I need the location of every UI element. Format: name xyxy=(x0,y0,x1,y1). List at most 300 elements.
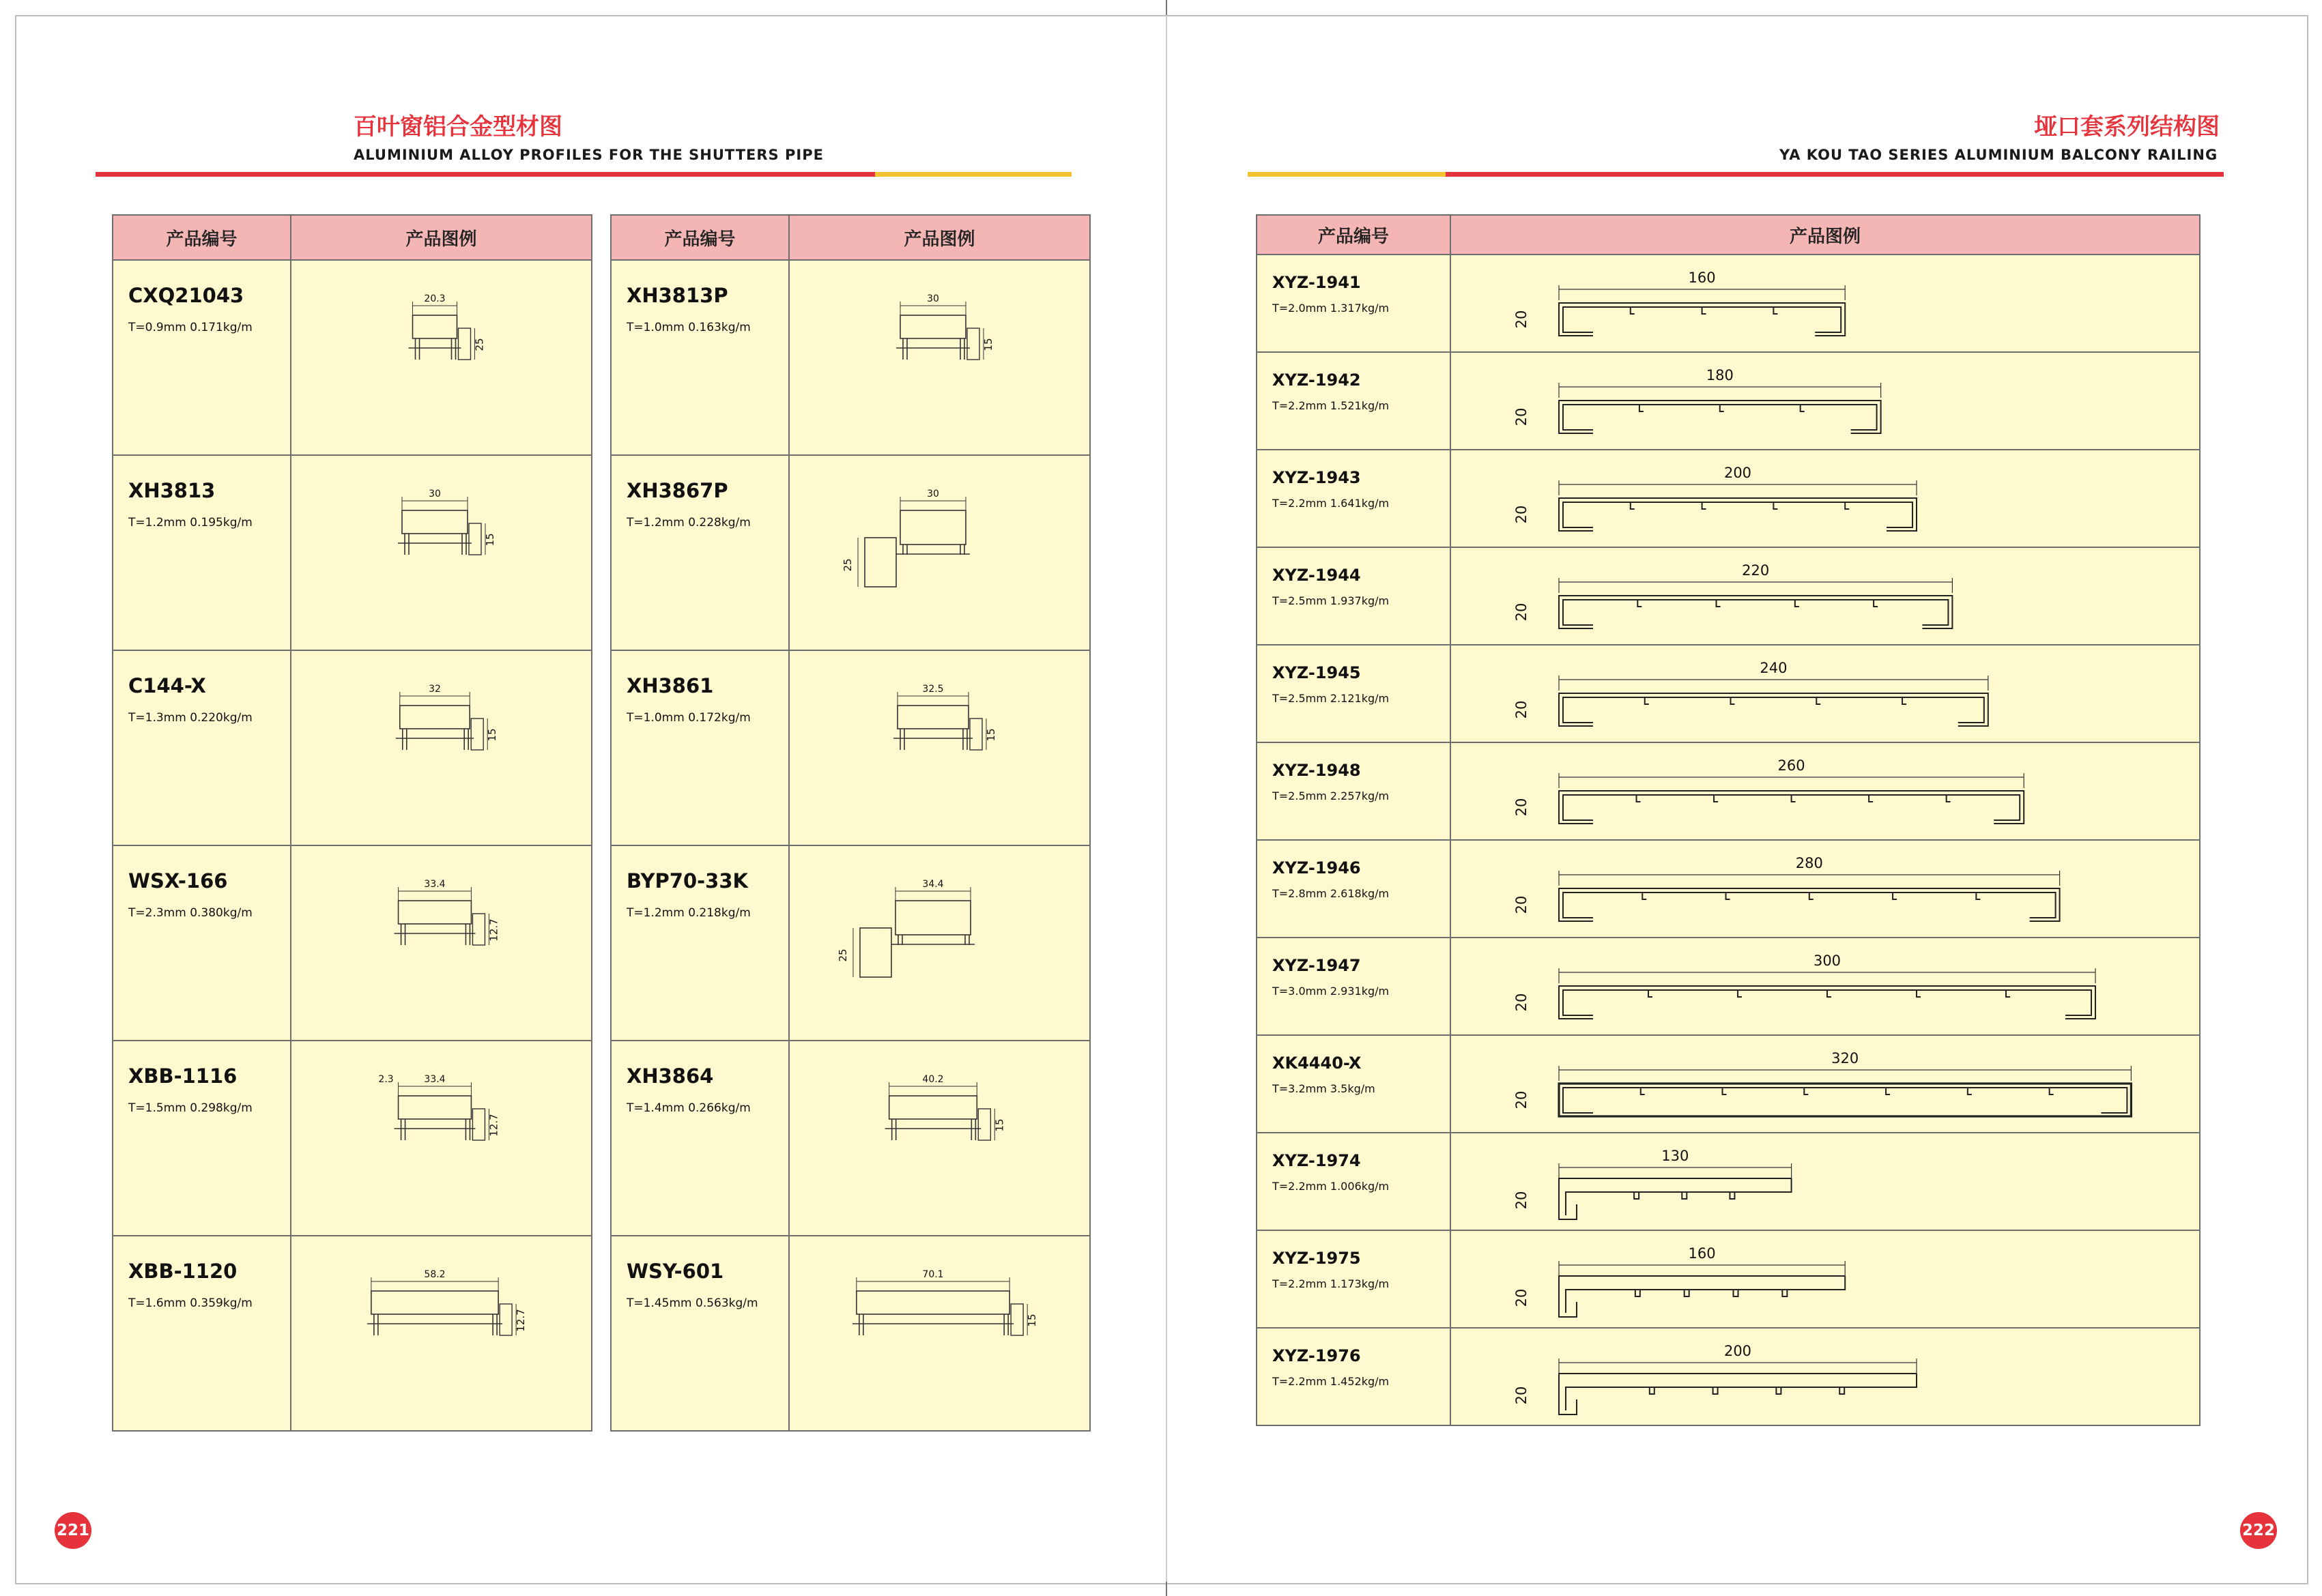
dimension-width-label: 220 xyxy=(1742,562,1770,579)
table-row xyxy=(1257,645,2200,742)
dimension-height-label: 12.7 xyxy=(487,1114,500,1137)
dimension-height-label: 20 xyxy=(1513,505,1530,524)
product-drawing-cell xyxy=(1450,1035,2200,1133)
right-title-cn: 垭口套系列结构图 xyxy=(2034,113,2220,141)
cap-outline xyxy=(1559,1276,1845,1317)
channel-hook xyxy=(1723,1088,1727,1094)
dimension-width xyxy=(1559,1066,2131,1081)
channel-drawing xyxy=(1451,1036,2198,1131)
product-spec: T=0.9mm 0.171kg/m xyxy=(128,321,253,334)
dimension-width xyxy=(1559,1261,1845,1276)
product-code-cell xyxy=(113,1041,291,1236)
channel-hook xyxy=(1631,502,1635,509)
channel-hook xyxy=(1738,990,1742,997)
product-drawing-cell xyxy=(291,845,592,1041)
table-row xyxy=(1257,1328,2200,1425)
product-code: XH3813P xyxy=(627,284,728,307)
channel-hook xyxy=(1702,307,1706,314)
dimension-height-label: 12.7 xyxy=(515,1309,528,1332)
left-profile-table-1 xyxy=(112,214,592,1432)
dimension-width-label: 34.4 xyxy=(922,879,944,890)
channel-hook xyxy=(1869,795,1873,802)
col-header-drawing: 产品图例 xyxy=(1450,215,2200,255)
product-drawing-cell xyxy=(1450,1133,2200,1230)
product-code: XK4440-X xyxy=(1272,1054,1362,1073)
channel-hook xyxy=(1702,502,1706,509)
channel-drawing xyxy=(1451,841,2198,935)
product-spec: T=1.0mm 0.163kg/m xyxy=(627,321,751,334)
dimension-width xyxy=(1559,1163,1792,1178)
channel-hook xyxy=(1917,990,1921,997)
dimension-width xyxy=(1559,1359,1917,1374)
channel-drawing xyxy=(1451,548,2198,643)
product-code: XH3813 xyxy=(128,479,216,502)
left-profile-table-2 xyxy=(610,214,1091,1432)
product-drawing-cell xyxy=(1450,840,2200,938)
channel-drawing xyxy=(1451,353,2198,448)
col-header-code: 产品编号 xyxy=(113,215,291,260)
profile-section xyxy=(395,901,476,945)
product-code: WSY-601 xyxy=(627,1260,724,1283)
channel-profile xyxy=(1559,888,2060,921)
table-row xyxy=(113,1236,592,1431)
profile-drawing xyxy=(291,456,590,648)
product-code-cell xyxy=(113,260,291,455)
right-profile-table xyxy=(1256,214,2201,1426)
profile-section xyxy=(396,706,474,750)
cap-clip xyxy=(1713,1387,1718,1394)
product-code: XYZ-1946 xyxy=(1272,858,1361,877)
product-code-cell xyxy=(1257,1328,1450,1425)
profile-clip xyxy=(471,719,483,750)
product-code-cell xyxy=(113,455,291,650)
channel-outline xyxy=(1559,498,1917,531)
channel-inner xyxy=(1563,502,1912,527)
profile-section xyxy=(409,315,461,360)
profile-section xyxy=(865,510,970,587)
profile-outline xyxy=(399,901,472,924)
left-title-en: ALUMINIUM ALLOY PROFILES FOR THE SHUTTERS PIPE xyxy=(354,147,824,163)
table-row xyxy=(1257,938,2200,1035)
profile-clip xyxy=(469,523,481,555)
channel-hook xyxy=(1902,697,1906,704)
profile-side-chamber xyxy=(865,538,896,587)
dimension-height-label: 20 xyxy=(1513,407,1530,426)
channel-hook xyxy=(1717,600,1721,607)
dimension-height-label: 15 xyxy=(486,728,499,742)
crop-mark-bottom xyxy=(1166,1582,1167,1596)
product-spec: T=2.2mm 1.006kg/m xyxy=(1272,1180,1390,1193)
profile-drawing xyxy=(790,1041,1088,1234)
dimension-extra-label: 2.3 xyxy=(378,1074,394,1085)
table-row xyxy=(1257,450,2200,547)
dimension-width-label: 30 xyxy=(429,489,441,499)
product-code: XYZ-1944 xyxy=(1272,566,1361,585)
dimension-width-label: 320 xyxy=(1831,1050,1859,1067)
product-spec: T=2.0mm 1.317kg/m xyxy=(1272,302,1390,315)
product-code-cell xyxy=(1257,1035,1450,1133)
dimension-width xyxy=(1559,676,1988,691)
product-code-cell xyxy=(1257,840,1450,938)
profile-drawing xyxy=(790,456,1088,648)
product-spec: T=1.45mm 0.563kg/m xyxy=(627,1296,758,1310)
channel-drawing xyxy=(1451,255,2198,350)
product-code: XH3861 xyxy=(627,674,714,697)
channel-inner xyxy=(1563,1088,2127,1113)
product-code-cell xyxy=(611,845,789,1041)
product-code-cell xyxy=(1257,547,1450,645)
table-row xyxy=(1257,1035,2200,1133)
channel-hook xyxy=(1731,697,1735,704)
channel-hook xyxy=(1804,1088,1808,1094)
product-spec: T=1.4mm 0.266kg/m xyxy=(627,1101,751,1115)
dimension-height-label: 25 xyxy=(842,558,854,572)
table-row xyxy=(1257,1133,2200,1230)
channel-drawing xyxy=(1451,743,2198,838)
channel-profile xyxy=(1559,791,2024,824)
channel-profile xyxy=(1559,986,2095,1019)
dimension-height-label: 20 xyxy=(1513,603,1530,622)
product-code-cell xyxy=(1257,742,1450,840)
cap-clip xyxy=(1839,1387,1844,1394)
cap-inner xyxy=(1566,1276,1845,1313)
col-header-code: 产品编号 xyxy=(611,215,789,260)
product-code: XH3864 xyxy=(627,1064,714,1088)
product-drawing-cell xyxy=(291,650,592,845)
product-code: XYZ-1975 xyxy=(1272,1249,1361,1268)
profile-section xyxy=(893,706,973,750)
profile-clip xyxy=(472,1109,485,1140)
product-code: WSX-166 xyxy=(128,869,228,893)
dimension-width-label: 30 xyxy=(927,293,939,304)
product-code-cell xyxy=(611,1236,789,1431)
dimension-width-label: 70.1 xyxy=(922,1269,944,1280)
channel-hook xyxy=(1631,307,1635,314)
profile-outline xyxy=(400,706,470,729)
product-drawing-cell xyxy=(291,1236,592,1431)
product-drawing-cell xyxy=(789,1236,1090,1431)
product-spec: T=2.2mm 1.452kg/m xyxy=(1272,1375,1390,1388)
product-spec: T=1.3mm 0.220kg/m xyxy=(128,711,253,725)
product-drawing-cell xyxy=(789,1041,1090,1236)
product-spec: T=3.2mm 3.5kg/m xyxy=(1272,1082,1375,1095)
product-code-cell xyxy=(113,650,291,845)
product-drawing-cell xyxy=(1450,547,2200,645)
col-header-code: 产品编号 xyxy=(1257,215,1450,255)
product-code-cell xyxy=(1257,352,1450,450)
dimension-width xyxy=(1559,578,1952,593)
profile-outline xyxy=(413,315,457,338)
cap-clip xyxy=(1685,1290,1689,1296)
profile-clip xyxy=(970,719,982,750)
table-row xyxy=(611,455,1090,650)
channel-hook xyxy=(1801,405,1805,411)
product-code: XYZ-1976 xyxy=(1272,1346,1361,1365)
product-spec: T=2.5mm 1.937kg/m xyxy=(1272,594,1390,607)
product-drawing-cell xyxy=(1450,938,2200,1035)
channel-profile xyxy=(1559,303,1845,336)
dimension-width-label: 160 xyxy=(1688,270,1716,286)
channel-drawing xyxy=(1451,938,2198,1033)
channel-outline xyxy=(1559,596,1952,628)
channel-hook xyxy=(1792,795,1796,802)
channel-hook xyxy=(1886,1088,1890,1094)
product-spec: T=2.2mm 1.521kg/m xyxy=(1272,399,1390,412)
channel-hook xyxy=(1726,893,1730,899)
dimension-width-label: 32 xyxy=(429,684,441,695)
table-row xyxy=(113,260,592,455)
product-code: BYP70-33K xyxy=(627,869,748,893)
dimension-width-label: 180 xyxy=(1706,367,1734,383)
channel-profile xyxy=(1559,693,1988,726)
dimension-width-label: 160 xyxy=(1688,1245,1716,1262)
product-code: XYZ-1942 xyxy=(1272,371,1361,390)
dimension-height-label: 15 xyxy=(982,338,994,351)
dimension-width-label: 33.4 xyxy=(424,879,446,890)
product-spec: T=2.5mm 2.257kg/m xyxy=(1272,789,1390,802)
channel-hook xyxy=(2006,990,2010,997)
dimension-width-label: 40.2 xyxy=(922,1074,944,1085)
dimension-height-label: 12.7 xyxy=(487,918,500,942)
table-row xyxy=(1257,1230,2200,1328)
channel-profile xyxy=(1559,1276,1845,1317)
product-drawing-cell xyxy=(291,455,592,650)
product-spec: T=1.2mm 0.195kg/m xyxy=(128,516,253,529)
col-header-drawing: 产品图例 xyxy=(291,215,592,260)
dimension-height-label: 15 xyxy=(993,1118,1006,1132)
channel-profile xyxy=(1559,1374,1917,1414)
right-page-number: 222 xyxy=(2240,1512,2277,1549)
table-row xyxy=(611,1236,1090,1431)
channel-drawing xyxy=(1451,1231,2198,1326)
left-header-rule-yellow xyxy=(875,172,1072,177)
channel-profile xyxy=(1559,498,1917,531)
left-page-number: 221 xyxy=(55,1512,91,1549)
channel-hook xyxy=(1947,795,1951,802)
product-drawing-cell xyxy=(1450,1230,2200,1328)
product-code: XYZ-1941 xyxy=(1272,273,1361,292)
product-drawing-cell xyxy=(789,455,1090,650)
dimension-height-label: 20 xyxy=(1513,798,1530,817)
product-drawing-cell xyxy=(789,845,1090,1041)
profile-outline xyxy=(857,1291,1009,1314)
product-drawing-cell xyxy=(789,650,1090,845)
dimension-width-label: 33.4 xyxy=(424,1074,446,1085)
table-row xyxy=(113,650,592,845)
col-header-drawing: 产品图例 xyxy=(789,215,1090,260)
product-spec: T=1.6mm 0.359kg/m xyxy=(128,1296,253,1310)
channel-hook xyxy=(1773,502,1777,509)
dimension-width-label: 280 xyxy=(1795,855,1823,871)
product-spec: T=1.5mm 0.298kg/m xyxy=(128,1101,253,1115)
dimension-width-label: 30 xyxy=(927,489,939,499)
channel-drawing xyxy=(1451,1133,2198,1228)
dimension-width-label: 240 xyxy=(1760,660,1788,676)
profile-clip xyxy=(472,914,485,945)
product-code-cell xyxy=(1257,255,1450,352)
product-code-cell xyxy=(113,845,291,1041)
product-drawing-cell xyxy=(291,260,592,455)
dimension-width-label: 300 xyxy=(1813,953,1841,969)
profile-outline xyxy=(399,1096,472,1119)
channel-hook xyxy=(1795,600,1799,607)
channel-hook xyxy=(1714,795,1718,802)
dimension-width-label: 32.5 xyxy=(922,684,944,695)
product-spec: T=2.2mm 1.641kg/m xyxy=(1272,497,1390,510)
cap-clip xyxy=(1734,1290,1738,1296)
table-row xyxy=(113,845,592,1041)
dimension-height-label: 20 xyxy=(1513,895,1530,914)
table-row xyxy=(611,260,1090,455)
right-title-en: YA KOU TAO SERIES ALUMINIUM BALCONY RAILING xyxy=(1779,147,2218,163)
profile-drawing xyxy=(291,261,590,453)
table-row xyxy=(113,455,592,650)
product-spec: T=1.2mm 0.228kg/m xyxy=(627,516,751,529)
channel-hook xyxy=(1773,307,1777,314)
channel-outline xyxy=(1559,1084,2131,1116)
product-code: XYZ-1943 xyxy=(1272,468,1361,487)
profile-clip xyxy=(978,1109,990,1140)
profile-drawing xyxy=(291,651,590,843)
dimension-height-label: 20 xyxy=(1513,1090,1530,1109)
profile-section xyxy=(852,1291,1014,1335)
product-code-cell xyxy=(113,1236,291,1431)
left-title-cn: 百叶窗铝合金型材图 xyxy=(354,113,562,141)
cap-outline xyxy=(1559,1178,1792,1219)
cap-inner xyxy=(1566,1374,1917,1410)
product-drawing-cell xyxy=(1450,1328,2200,1425)
dimension-height-label: 25 xyxy=(473,338,486,351)
table-row xyxy=(1257,547,2200,645)
channel-hook xyxy=(1642,893,1646,899)
profile-drawing xyxy=(291,846,590,1039)
product-drawing-cell xyxy=(1450,255,2200,352)
cap-clip xyxy=(1635,1290,1640,1296)
product-drawing-cell xyxy=(291,1041,592,1236)
dimension-width xyxy=(1559,871,2060,886)
cap-clip xyxy=(1782,1290,1787,1296)
cap-outline xyxy=(1559,1374,1917,1414)
product-code: C144-X xyxy=(128,674,206,697)
profile-outline xyxy=(898,706,969,729)
right-header-rule-red xyxy=(1446,172,2224,177)
table-row xyxy=(611,650,1090,845)
channel-drawing xyxy=(1451,645,2198,740)
profile-side-chamber xyxy=(860,928,891,977)
product-drawing-cell xyxy=(1450,742,2200,840)
left-header-rule-red xyxy=(96,172,875,177)
table-row xyxy=(1257,742,2200,840)
product-code: XH3867P xyxy=(627,479,728,502)
cap-clip xyxy=(1730,1192,1734,1199)
page-fold xyxy=(1166,0,1167,1596)
crop-mark-top xyxy=(1166,0,1167,15)
profile-outline xyxy=(900,315,966,338)
profile-clip xyxy=(967,328,979,360)
product-code-cell xyxy=(611,650,789,845)
dimension-height-label: 15 xyxy=(985,728,997,742)
dimension-width xyxy=(1559,383,1881,398)
channel-profile xyxy=(1559,1178,1792,1219)
profile-drawing xyxy=(790,261,1088,453)
table-row xyxy=(113,1041,592,1236)
product-code-cell xyxy=(1257,1230,1450,1328)
channel-profile xyxy=(1559,1084,2131,1116)
profile-section xyxy=(896,315,970,360)
dimension-height-label: 20 xyxy=(1513,1288,1530,1307)
right-header-rule-yellow xyxy=(1248,172,1446,177)
product-drawing-cell xyxy=(789,260,1090,455)
channel-hook xyxy=(1845,502,1849,509)
dimension-height-label: 25 xyxy=(836,948,849,962)
product-code: XYZ-1947 xyxy=(1272,956,1361,975)
dimension-height-label: 20 xyxy=(1513,1191,1530,1210)
profile-section xyxy=(395,1096,476,1140)
channel-outline xyxy=(1559,693,1988,726)
product-spec: T=1.0mm 0.172kg/m xyxy=(627,711,751,725)
profile-outline xyxy=(402,510,468,534)
product-code: XYZ-1945 xyxy=(1272,663,1361,682)
product-code-cell xyxy=(1257,1133,1450,1230)
product-code-cell xyxy=(1257,938,1450,1035)
product-spec: T=3.0mm 2.931kg/m xyxy=(1272,985,1390,998)
table-row xyxy=(1257,840,2200,938)
product-spec: T=2.3mm 0.380kg/m xyxy=(128,906,253,920)
cap-clip xyxy=(1650,1387,1654,1394)
dimension-width-label: 20.3 xyxy=(424,293,446,304)
channel-hook xyxy=(1893,893,1897,899)
product-code-cell xyxy=(611,1041,789,1236)
channel-hook xyxy=(1976,893,1980,899)
channel-hook xyxy=(1641,1088,1645,1094)
profile-outline xyxy=(900,510,966,545)
product-spec: T=1.2mm 0.218kg/m xyxy=(627,906,751,920)
channel-drawing xyxy=(1451,1329,2198,1423)
cap-inner xyxy=(1566,1178,1792,1215)
channel-hook xyxy=(1648,990,1652,997)
profile-drawing xyxy=(790,651,1088,843)
dimension-width xyxy=(1559,773,2024,788)
profile-drawing xyxy=(790,846,1088,1039)
channel-hook xyxy=(1637,600,1642,607)
dimension-height-label: 20 xyxy=(1513,700,1530,719)
profile-section xyxy=(885,1096,981,1140)
product-code-cell xyxy=(1257,645,1450,742)
table-row xyxy=(1257,352,2200,450)
dimension-width xyxy=(1559,968,2095,983)
product-code-cell xyxy=(1257,450,1450,547)
profile-drawing xyxy=(790,1236,1088,1429)
channel-hook xyxy=(1968,1088,1972,1094)
channel-inner xyxy=(1563,697,1984,723)
product-code-cell xyxy=(611,455,789,650)
channel-profile xyxy=(1559,596,1952,628)
cap-clip xyxy=(1682,1192,1687,1199)
profile-outline xyxy=(889,1096,977,1119)
dimension-width-label: 200 xyxy=(1723,1343,1752,1359)
profile-clip xyxy=(1011,1304,1023,1335)
profile-section xyxy=(398,510,472,555)
dimension-width xyxy=(1559,285,1845,300)
channel-hook xyxy=(1827,990,1831,997)
dimension-height-label: 20 xyxy=(1513,310,1530,329)
product-drawing-cell xyxy=(1450,645,2200,742)
product-spec: T=2.5mm 2.121kg/m xyxy=(1272,692,1390,705)
channel-hook xyxy=(1645,697,1649,704)
product-spec: T=2.8mm 2.618kg/m xyxy=(1272,887,1390,900)
channel-inner xyxy=(1563,600,1948,625)
table-row xyxy=(611,845,1090,1041)
